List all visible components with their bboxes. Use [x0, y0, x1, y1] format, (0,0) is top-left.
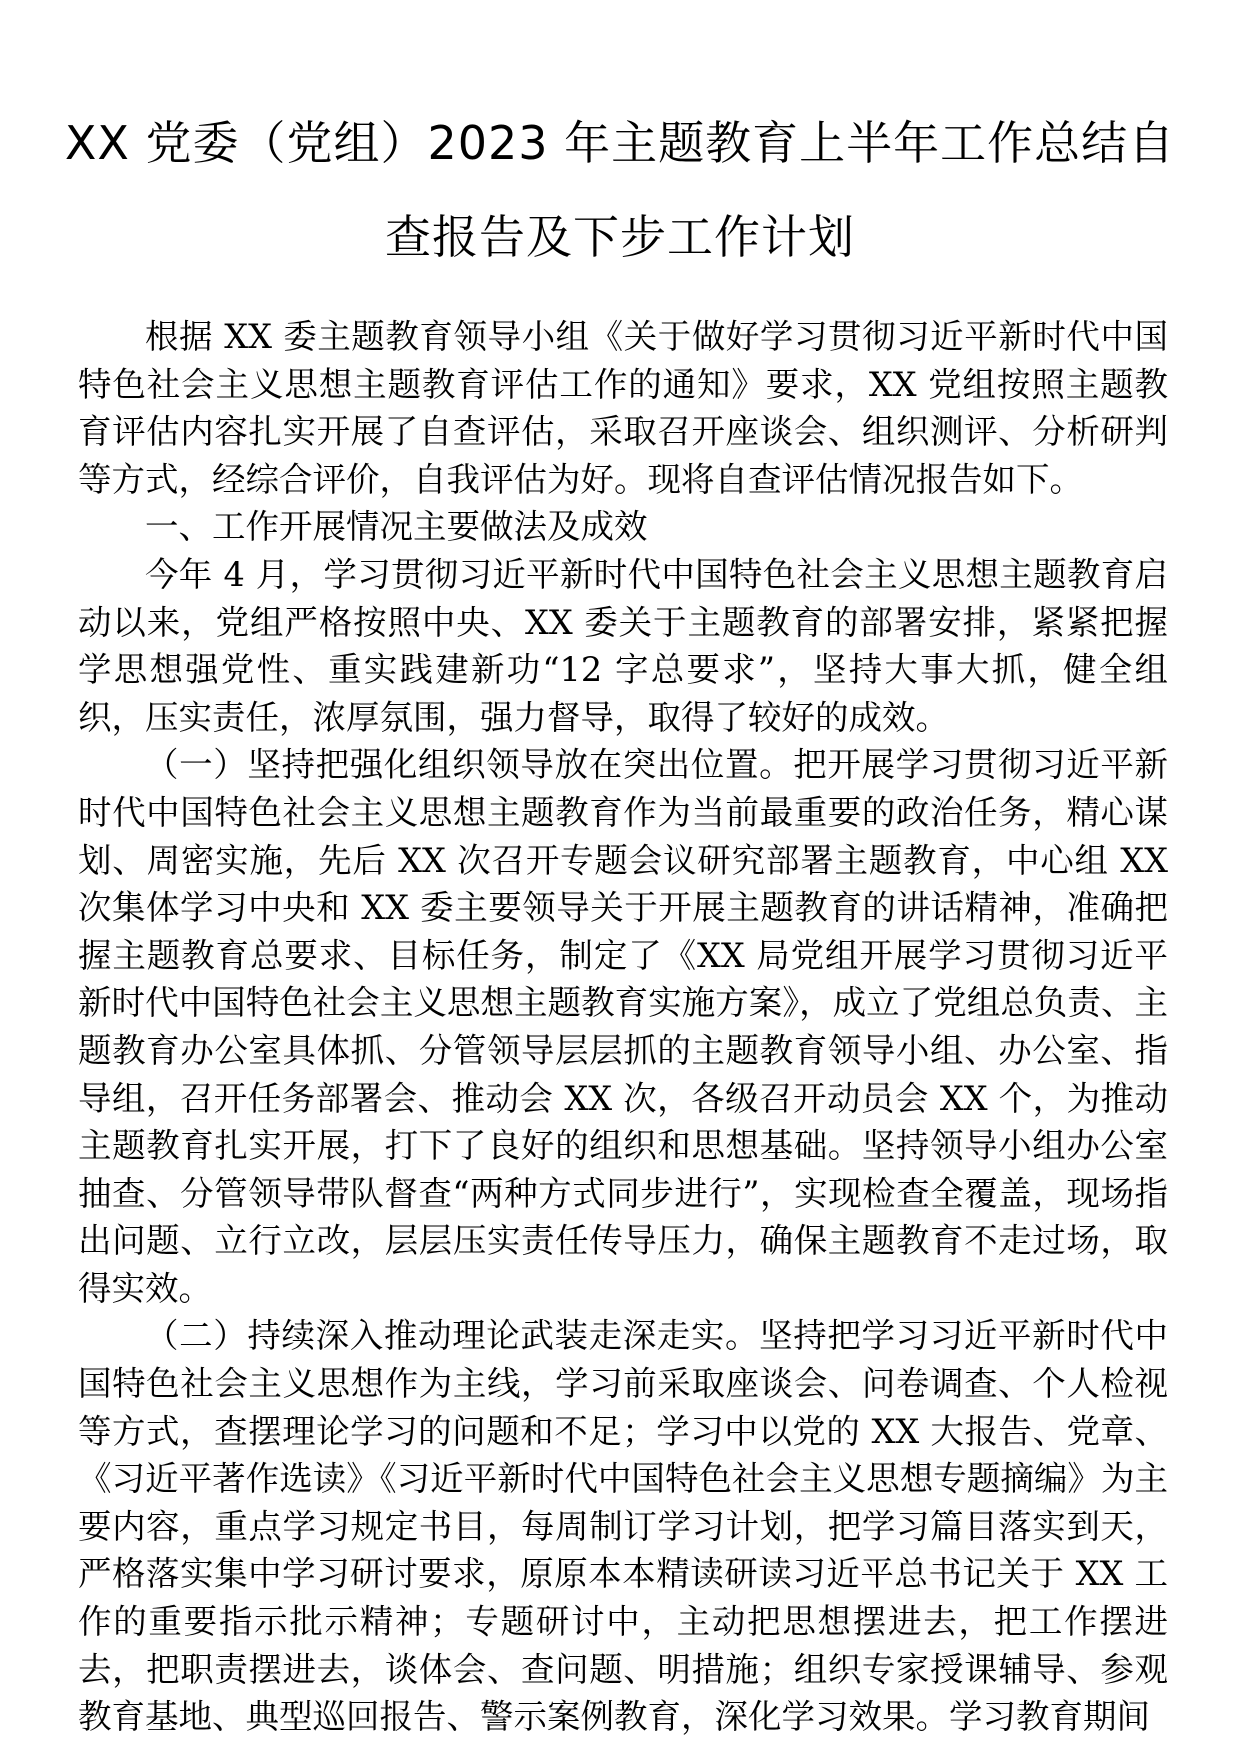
- section-1-overview-paragraph: 今年 4 月，学习贯彻习近平新时代中国特色社会主义思想主题教育启动以来，党组严格按照中央、XX 委关于主题教育的部署安排，紧紧把握学思想强党性、重实践建新功“12 字总要求”，坚持大事大抓，健全组织，压实责任，浓厚氛围，强力督导，取得了较好的成效。: [78, 554, 1168, 737]
- intro-paragraph: 根据 XX 委主题教育领导小组《关于做好学习贯彻习近平新时代中国特色社会主义思想主题教育评估工作的通知》要求，XX 党组按照主题教育评估内容扎实开展了自查评估，采取召开座谈会、组织测评、分析研判等方式，经综合评价，自我评估为好。现将自查评估情况报告如下。: [78, 317, 1168, 499]
- document-body: [78, 313, 1168, 1741]
- title-line-2: 查报告及下步工作计划: [385, 210, 855, 264]
- title-line-1: XX 党委（党组）2023 年主题教育上半年工作总结自: [64, 116, 1176, 170]
- subsection-2-paragraph: （二）持续深入推动理论武装走深走实。坚持把学习习近平新时代中国特色社会主义思想作为主线，学习前采取座谈会、问卷调查、个人检视等方式，查摆理论学习的问题和不足；学习中以党的 XX 大报告、党章、《习近平著作选读》《习近平新时代中国特色社会主义思想专题摘编》为主要内容，重点学习规定书目，每周制订学习计划，把学习篇目落实到天，严格落实集中学习研讨要求，原原本本精读研读习近平总书记关于 XX 工作的重要指示批示精神；专题研讨中，主动把思想摆进去，把工作摆进去，把职责摆进去，谈体会、查问题、明措施；组织专家授课辅导、参观教育基地、典型巡回报告、警示案例教育，深化学习效果。学习教育期间: [78, 1316, 1168, 1737]
- document-title: [60, 96, 1180, 284]
- section-heading-1: 一、工作开展情况主要做法及成效: [145, 507, 648, 547]
- subsection-1-paragraph: （一）坚持把强化组织领导放在突出位置。把开展学习贯彻习近平新时代中国特色社会主义思想主题教育作为当前最重要的政治任务，精心谋划、周密实施，先后 XX 次召开专题会议研究部署主题教育，中心组 XX 次集体学习中央和 XX 委主要领导关于开展主题教育的讲话精神，准确把握主题教育总要求、目标任务，制定了《XX 局党组开展学习贯彻习近平新时代中国特色社会主义思想主题教育实施方案》，成立了党组总负责、主题教育办公室具体抓、分管领导层层抓的主题教育领导小组、办公室、指导组，召开任务部署会、推动会 XX 次，各级召开动员会 XX 个，为推动主题教育扎实开展，打下了良好的组织和思想基础。坚持领导小组办公室抽查、分管领导带队督查“两种方式同步进行”，实现检查全覆盖，现场指出问题、立行立改，层层压实责任传导压力，确保主题教育不走过场，取得实效。: [78, 745, 1168, 1308]
